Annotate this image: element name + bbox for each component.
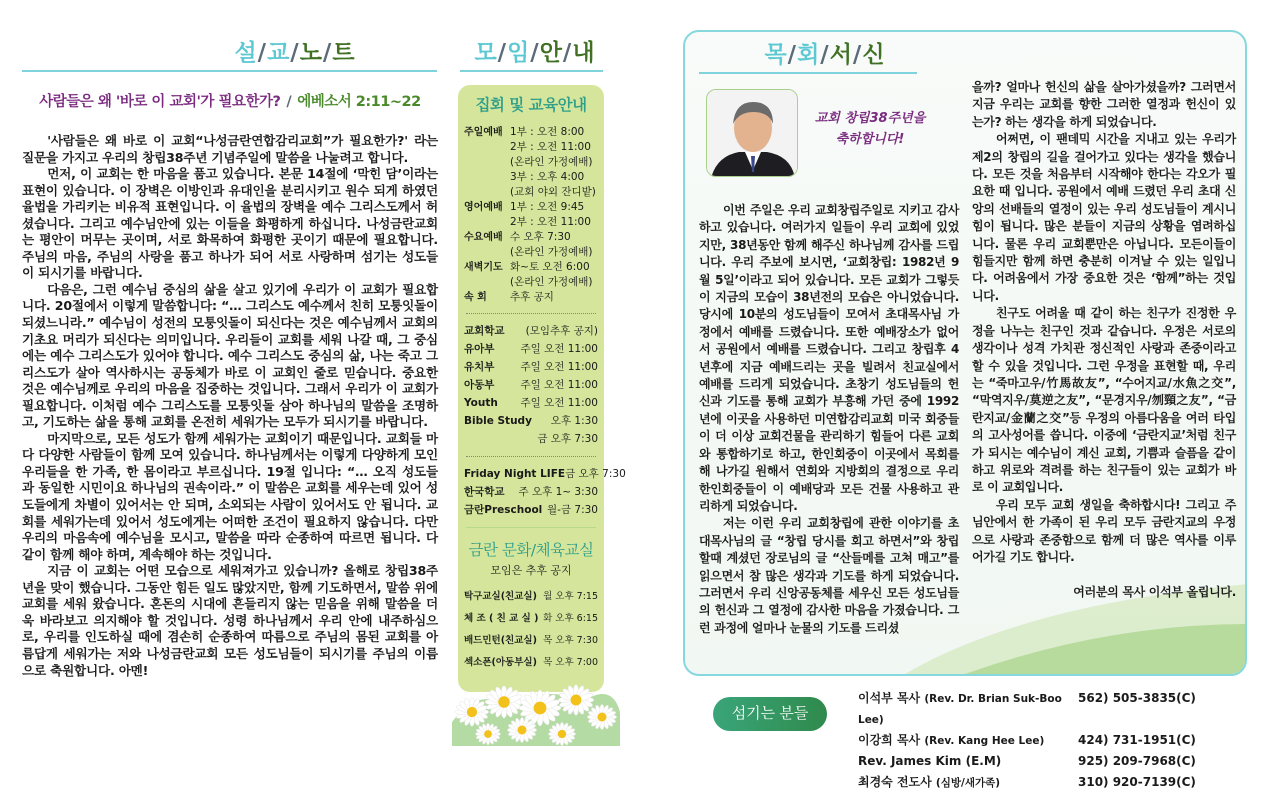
- staff-button[interactable]: 섬기는 분들: [713, 697, 827, 731]
- row-value: (온라인 가정예배): [510, 246, 593, 258]
- row-label: [464, 170, 510, 185]
- service-row: [464, 170, 598, 185]
- culture-title: 금란 문화/체육교실: [468, 541, 594, 559]
- letter-column-1: [699, 202, 959, 637]
- education-row: [464, 394, 598, 412]
- paragraph: 다음은, 그런 예수님 중심의 삶을 살고 있기에 우리가 이 교회가 필요합니다. 20절에서 이렇게 말씀합니다: “… 그리스도 예수께서 친히 모퉁잇돌이 되셨느니라.” 예수님이 성전의 모퉁잇돌이 되신다는 것은 예수님께서 교회의 기초요 머리가 되신다는 의미입니다. 우리들이 교회를 세워 나갈 때, 그 중심에는 예수 그리스도가 있어야 합니다. 예수 그리스도 중심의 삶, 나는 죽고 그리스도가 살아 역사하시는 공동체가 바로 이 교회인 줄로 믿습니다. 중요한 것은 예수님께로 우리의 마음을 집중하는 것입니다. 그래서 우리가 이 교회가 필요합니다. 이처럼 예수 그리스도를 모퉁잇돌 삼아 하나님의 말씀을 조명하고, 기도하는 삶을 통해 교회를 온전히 세워가는 모두가 되시기를 바랍니다.: [22, 281, 438, 430]
- row-value: 화~토 오전 6:00: [510, 261, 590, 273]
- daisy-flower: [558, 685, 594, 716]
- program-row: [464, 465, 626, 483]
- row-value: 2부 : 오전 11:00: [510, 141, 591, 153]
- paragraph: '사람들은 왜 바로 이 교회“나성금란연합감리교회”가 필요한가?' 라는 질문을 가지고 우리의 창립38주년 기념주일에 말씀을 나눌려고 합니다.: [22, 133, 438, 165]
- row-label: Youth: [464, 397, 498, 409]
- row-value: 주 오후 1~ 3:30: [518, 486, 598, 498]
- row-value: 오후 1:30: [550, 415, 598, 427]
- education-row: [464, 322, 598, 340]
- row-label: Bible Study: [464, 415, 532, 427]
- daisy-flower: [485, 686, 523, 718]
- row-value: 금 오후 7:30: [537, 433, 598, 445]
- row-label: [464, 275, 510, 290]
- staff-name-cell: [858, 751, 1078, 772]
- paragraph: 우리 모두 교회 생일을 축하합시다! 그리고 주님안에서 한 가족이 된 우리 모두 금란지교의 우정으로 사랑과 존중함으로 함께 더 많은 역사를 이루어가길 기도 합니다.: [972, 497, 1236, 564]
- daisy-flower: [587, 704, 616, 729]
- staff-row: [858, 751, 1198, 772]
- box-title: 집회 및 교육안내: [475, 96, 587, 114]
- daisy-flower: [455, 698, 489, 727]
- culture-row: [464, 586, 598, 608]
- row-label: 유치부: [464, 361, 495, 373]
- sermon-note: [22, 90, 438, 679]
- pastor-photo: [706, 89, 798, 177]
- staff-name: 이석부 목사: [858, 691, 921, 705]
- row-value: 주일 오전 11:00: [520, 397, 598, 409]
- row-value: 화 오후 6:15: [543, 613, 598, 624]
- slash: /: [497, 40, 508, 66]
- other-programs: [464, 465, 626, 519]
- row-label: 영어예배: [464, 202, 503, 213]
- dotted-divider: [466, 456, 596, 457]
- culture-subtitle: 모임은 추후 공지: [490, 564, 572, 577]
- paragraph: 지금 이 교회는 어떤 모습으로 세워져가고 있습니까? 올해로 창립38주년을 맞이 했습니다. 그동안 힘든 일도 많았지만, 함께 기도하면서, 말씀 위에 교회를 세워 왔습니다. 혼돈의 시대에 흔들리지 않는 믿음을 위해 말씀을 더욱 바라보고 의지해야 할 것입니다. 성령 하나님께서 우리 안에 내주하심으로, 우리를 인도하실 때에 겸손히 순종하여 따름으로 주님의 몸된 교회를 아름답게 세워가는 저와 나성금란교회 모든 성도님들이 되시기를 주님의 이름으로 축원합니다. 아멘!: [22, 563, 438, 678]
- service-row: [464, 155, 598, 170]
- title-char: 서: [829, 42, 853, 68]
- row-label: 금란Preschool: [464, 504, 543, 516]
- row-value: 목 오후 7:30: [543, 635, 598, 646]
- row-label: 주일예배: [464, 127, 503, 138]
- title-char: 모: [474, 40, 498, 66]
- service-row: [464, 125, 598, 140]
- title-char: 내: [572, 40, 596, 66]
- staff-phone: 424) 731-1951(C): [1078, 733, 1196, 747]
- paragraph: 마지막으로, 모든 성도가 함께 세워가는 교회이기 때문입니다. 교회들 마다 다양한 사람들이 함께 모여 있습니다. 하나님께서는 이렇게 다양하게 모인 우리들을 한 가족, 한 몸이라고 부르십니다. 19절 입니다: “… 오직 성도들과 동일한 시민이요 하나님의 권속이라.” 이 말씀은 교회를 세우는데 있어 성도들에게 차별이 있어서는 안 되며, 소외되는 사람이 있어서도 안 됩니다. 교회를 세워가는데 있어서 성도에게는 어떠한 조건이 필요하지 않습니다. 다만 우리의 마음속에 예수님을 모시고, 말씀을 따라 순종하여 따르면 됩니다. 다같이 함께 해야 하며, 계속해야 하는 것입니다.: [22, 430, 438, 562]
- row-value: (모임추후 공지): [525, 325, 598, 337]
- paragraph: 어쩌면, 이 팬데믹 시간을 지내고 있는 우리가 제2의 창립의 길을 걸어가고 있다는 생각을 했습니다. 모든 것을 처음부터 시작해야 한다는 각오가 필요한 때 입니다. 공원에서 예배 드렸던 우리 초대 신앙의 선배들의 열정이 있는 우리 성도님들이 계시니 힘이 됩니다. 많은 분들이 지금의 상황을 염려하십니다. 물론 우리 교회뿐만은 아닙니다. 모든이들이 힘들지만 함께 하면 충분히 이겨날 수 있는 일입니다. 어려움에서 가장 중요한 것은 ‘함께”하는 것입니다.: [972, 132, 1236, 303]
- education-row: [464, 412, 598, 430]
- education-row: [464, 340, 598, 358]
- paragraph: 저는 이런 우리 교회창립에 관한 이야기를 초대목사님의 글 “창립 당시를 회고 하면서”와 창립할때 계셨던 장로님의 글 “산들메를 고쳐 매고”를 읽으면서 참 많은 생각과 기도를 하게 되었습니다. 그러면서 우리 신앙공동체를 세우신 모든 성도님들의 헌신과 그 열정에 감사한 마음을 가졌습니다. 그런 과정에 얼마나 눈물의 기도를 드리셨: [699, 516, 959, 635]
- daisy-flower: [475, 723, 500, 745]
- pastor-letter-title: [725, 36, 925, 69]
- staff-list: [858, 688, 1198, 793]
- title-char: 안: [539, 40, 563, 66]
- title-char: 노: [299, 40, 323, 66]
- divider: [466, 527, 596, 528]
- title-char: 목: [764, 42, 788, 68]
- row-label: 수요예배: [464, 232, 503, 243]
- paragraph: 먼저, 이 교회는 한 마음을 품고 있습니다. 본문 14절에 ‘막힌 담’이라는 표현이 있습니다. 이 장벽은 이방인과 유대인을 분리시키고 원수 되게 하였던 율법을 가리키는 비유적 표현입니다. 이 율법의 장벽을 예수 그리스도께서 허셨습니다. 그리고 예수님안에 있는 이들을 화평하게 하십니다. 나성금란교회는 평안이 머무는 곳이며, 서로 화목하여 화평한 곳이기 때문에 필요합니다. 주님의 마음, 주님의 사랑을 품고 하나가 되어 서로 사랑하며 섬기는 성도들이 되시기를 바랍니다.: [22, 166, 438, 281]
- service-row: [464, 185, 598, 200]
- row-value: 월 오후 7:15: [543, 591, 598, 602]
- signature: 여러분의 목사 이석부 올립니다.: [1073, 585, 1236, 600]
- staff-name: 이강희 목사: [858, 733, 921, 747]
- staff-name-cell: [858, 772, 1078, 793]
- congratulation-message: 교회 창립38주년을 축하합니다!: [814, 111, 926, 147]
- row-label: Friday Night LIFE: [464, 468, 566, 480]
- letter-column-2: [972, 79, 1236, 602]
- row-label: 속 회: [464, 292, 487, 303]
- row-label: 아동부: [464, 379, 495, 391]
- row-label: 섹소폰(아동부실): [464, 657, 537, 668]
- daisy-flower: [548, 722, 575, 745]
- title-char: 교: [267, 40, 291, 66]
- row-value: 목 오후 7:00: [543, 657, 598, 668]
- staff-english-name: (Rev. Kang Hee Lee): [924, 735, 1045, 747]
- row-value: 주일 오전 11:00: [520, 379, 598, 391]
- row-value: 월-금 7:30: [547, 504, 598, 516]
- program-row: [464, 501, 598, 519]
- education-row: [464, 358, 598, 376]
- education-list: [464, 322, 598, 448]
- staff-english-name: (Rev. Dr. Brian Suk-Boo Lee): [858, 693, 1062, 726]
- staff-phone: 310) 920-7139(C): [1078, 775, 1196, 789]
- row-value: (온라인 가정예배): [510, 276, 593, 288]
- row-label: [464, 245, 510, 260]
- paragraph: 친구도 어려울 때 같이 하는 친구가 진정한 우정을 나누는 친구인 것과 같습니다. 우정은 서로의 생각이나 성격 가치관 정신적인 사랑과 존중이라고 할 수 있을 것입니다. 그런 우정을 표현할 때, 우리는 “죽마고우/竹馬故友”, “수어지교/水魚之交”, “막역지우/莫逆之友”, “문경지우/刎頸之友”, “금란지교/金蘭之交”등 우정의 아름다움을 여러 타입의 고사성어를 씁니다. 이중에 ‘금란지교’처럼 친구가 되시는 예수님이 계신 교회, 기쁨과 슬픔을 같이 하고 위로와 격려를 하는 친구들이 있는 교회가 바로 이 교회입니다.: [972, 306, 1236, 495]
- row-label: [464, 215, 510, 230]
- scripture-verse: 에베소서 2:11~22: [297, 94, 421, 110]
- title-char: 임: [507, 40, 531, 66]
- row-label: 유아부: [464, 343, 495, 355]
- culture-list: [464, 586, 598, 674]
- culture-row: [464, 630, 598, 652]
- row-label: 탁구교실(친교실): [464, 591, 537, 602]
- row-label: 교회학교: [464, 325, 505, 337]
- row-value: 주일 오전 11:00: [520, 343, 598, 355]
- pastor-letter-panel: [683, 30, 1247, 676]
- slash: /: [820, 42, 830, 68]
- row-label: [464, 140, 510, 155]
- service-row: [464, 290, 598, 305]
- sermon-note-title: [150, 34, 440, 67]
- sermon-heading: 사람들은 왜 '바로 이 교회'가 필요한가? / 에베소서 2:11~22: [39, 94, 421, 110]
- service-row: [464, 200, 598, 215]
- sermon-body: [22, 133, 438, 679]
- row-value: 금 오후 7:30: [565, 468, 626, 480]
- staff-phone: 925) 209-7968(C): [1078, 754, 1196, 768]
- row-label: [464, 185, 510, 200]
- title-char: 트: [332, 40, 356, 66]
- row-value: 수 오후 7:30: [510, 231, 571, 243]
- row-value: 추후 공지: [510, 291, 554, 303]
- staff-phone: 562) 505-3835(C): [1078, 691, 1196, 705]
- row-value: (온라인 가정예배): [510, 156, 593, 168]
- dotted-divider: [466, 313, 596, 314]
- staff-row: [858, 772, 1198, 793]
- service-list: [464, 125, 598, 305]
- slash: /: [852, 42, 863, 68]
- divider: [699, 72, 917, 74]
- daisy-decoration: [452, 662, 620, 746]
- daisy-flower: [507, 717, 536, 742]
- row-value: 1부 : 오전 8:00: [510, 126, 585, 138]
- education-row: [464, 430, 598, 448]
- row-label: 새벽기도: [464, 262, 503, 273]
- row-label: 체 조 ( 친 교 실 ): [464, 613, 539, 624]
- service-row: [464, 140, 598, 155]
- slash: /: [322, 40, 333, 66]
- staff-name-cell: [858, 688, 1078, 730]
- staff-name: Rev. James Kim (E.M): [858, 754, 1002, 768]
- program-row: [464, 483, 598, 501]
- staff-name: 최경숙 전도사: [858, 775, 932, 789]
- paragraph: 을까? 얼마나 헌신의 삶을 살아가셨을까? 그러면서 지금 우리는 교회를 향한 그러한 열정과 헌신이 있는가? 하는 생각을 하게 되었습니다.: [972, 80, 1236, 129]
- paragraph: 이번 주일은 우리 교회창립주일로 지키고 감사하고 있습니다. 여러가지 일들이 우리 교회에 있었지만, 38년동안 함께 해주신 하나님께 감사를 드립니다. 우리 주보에 보시면, ‘교회창립: 1982년 9월 5일’이라고 되어 있습니다. 모든 교회가 그렇듯이 지금의 모습이 38년전의 모습은 아니었습니다. 당시에 10분의 성도님들이 모여서 초대목사님 가정에서 예배를 드렸습니다. 또한 예배장소가 없어서 공원에서 예배를 드렸습니다. 그리고 창립후 4년후에 지금 예배드리는 곳을 빌려서 친교실에서 예배를 드리게 되었습니다. 초창기 성도님들의 헌신과 기도를 통해 교회가 부흥해 가던 중에 1992년에 이곳을 사용하던 미연합감리교회 미국 회중들이 더 이상 교회건물을 관리하기 힘들어 다른 교회와 통합하기로 하고, 한인회중이 이곳에서 목회를 해 나가길 원해서 연회와 지방회의 결정으로 우리 한인회중들이 이 예배당과 모든 건물 사용하고 관리하게 되었습니다.: [699, 203, 959, 513]
- slash: /: [562, 40, 573, 66]
- row-value: 2부 : 오전 11:00: [510, 216, 591, 228]
- row-value: 3부 : 오후 4:00: [510, 171, 585, 183]
- slash: /: [787, 42, 798, 68]
- row-label: 한국학교: [464, 486, 505, 498]
- row-label: [464, 155, 510, 170]
- title-char: 설: [234, 40, 258, 66]
- slash: /: [257, 40, 268, 66]
- title-char: 회: [797, 42, 821, 68]
- divider: [460, 70, 603, 72]
- row-label: 배드민턴(친교실): [464, 635, 537, 646]
- service-row: [464, 245, 598, 260]
- row-value: 주일 오전 11:00: [520, 361, 598, 373]
- staff-name-cell: [858, 730, 1078, 751]
- culture-row: [464, 608, 598, 630]
- service-row: [464, 275, 598, 290]
- meeting-guide-title: [460, 34, 610, 67]
- service-row: [464, 230, 598, 245]
- row-value: 1부 : 오전 9:45: [510, 201, 585, 213]
- meeting-guide-box: [458, 85, 626, 692]
- staff-english-name: (심방/새가족): [935, 777, 1001, 789]
- slash: /: [290, 40, 300, 66]
- service-row: [464, 260, 598, 275]
- staff-row: [858, 730, 1198, 751]
- education-row: [464, 376, 598, 394]
- slash: /: [530, 40, 540, 66]
- service-row: [464, 215, 598, 230]
- staff-row: [858, 688, 1198, 730]
- divider: [22, 70, 437, 72]
- title-char: 신: [862, 42, 886, 68]
- row-value: (교회 야외 잔디밭): [510, 186, 596, 198]
